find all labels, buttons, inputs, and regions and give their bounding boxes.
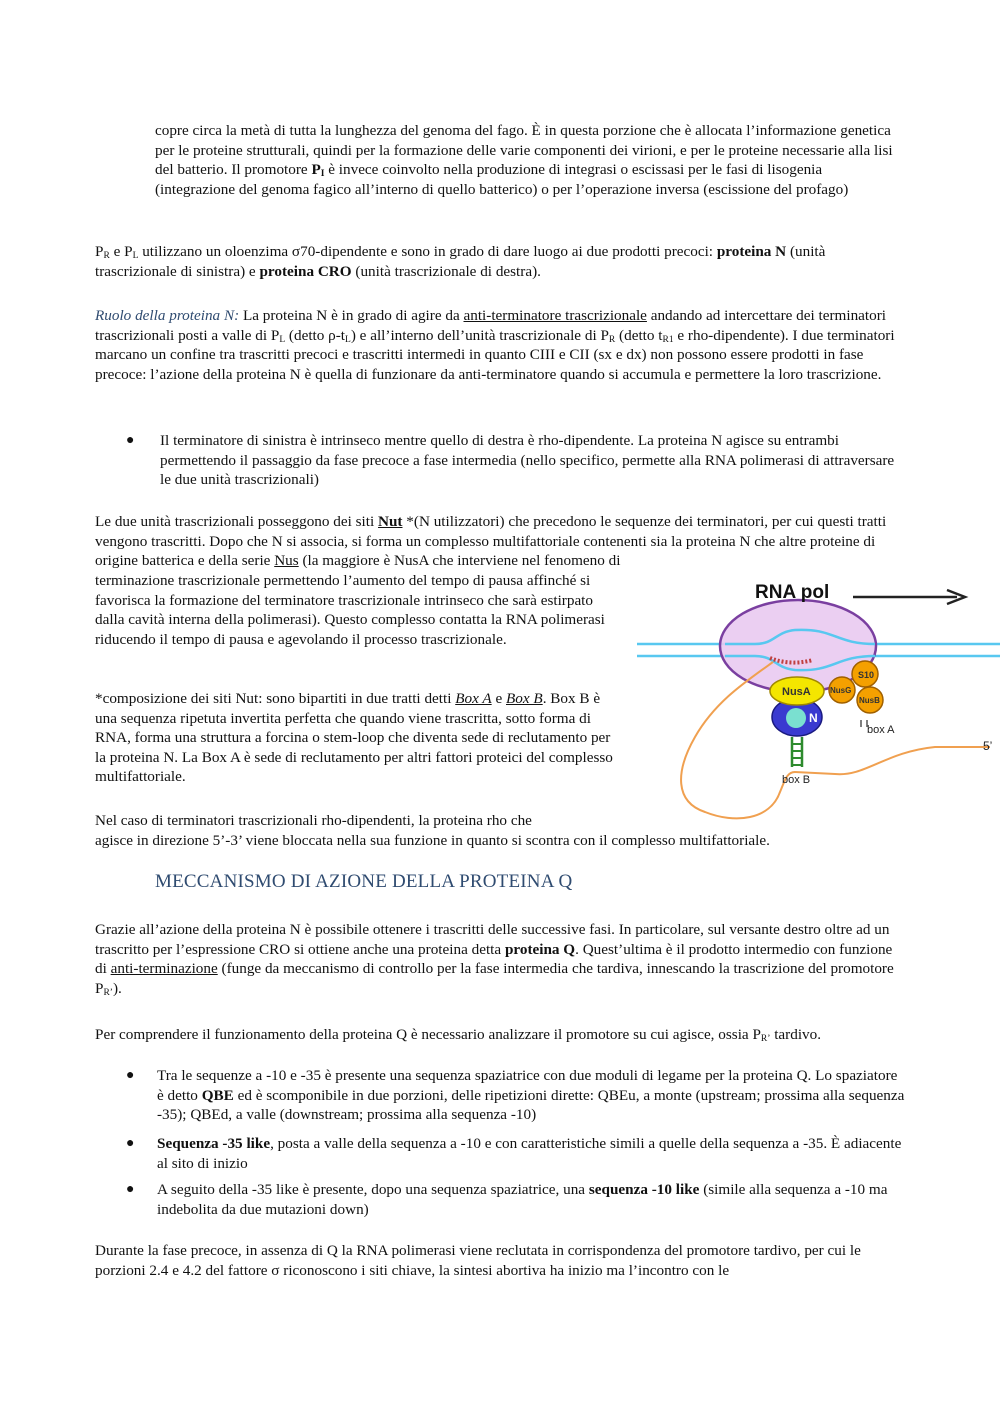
bullet-dot: ● <box>126 1136 135 1151</box>
subscript: L <box>279 334 286 345</box>
text: La proteina N è in grado di agire da <box>239 307 464 324</box>
paragraph-proteina-q <box>95 920 907 998</box>
text: P <box>95 243 104 260</box>
subscript: L <box>132 251 139 261</box>
paragraph-ruolo-proteina-n <box>95 306 907 384</box>
text: *composizione dei siti Nut: sono bipartiti in due tratti detti <box>95 690 456 707</box>
text: copre circa la metà di tutta la lunghezza del genoma del fago. È in questa porzione che è allocata l’informazione genetica per le proteine strutturali, quindi per la formazione delle varie componenti dei virioni, e per le proteine necessarie alla lisi del batterio. Il promotore <box>155 122 893 179</box>
subscript: R’ <box>103 987 113 998</box>
subscript: R’ <box>760 1034 771 1044</box>
text: (detto ρ-t <box>285 326 345 344</box>
section-heading-proteina-q: MECCANISMO DI AZIONE DELLA PROTEINA Q <box>155 871 573 892</box>
subscript: R1 <box>662 334 674 345</box>
term-nut: Nut <box>378 513 403 530</box>
n-protein-core <box>786 708 806 728</box>
s10-label: S10 <box>858 670 875 680</box>
section-label: Ruolo della proteina N: <box>95 307 240 324</box>
bullet-10-like <box>157 1180 905 1219</box>
paragraph-late-region <box>155 121 903 199</box>
text: agisce in direzione 5’-3’ viene bloccata nella sua funzione in quanto si scontra con il complesso multifattoriale. <box>95 831 770 849</box>
text: (funge da meccanismo di controllo per la fase intermedia che tardiva, innescando la trascrizione del promotore P <box>95 960 894 997</box>
text: è invece coinvolto nella produzione di integrasi o escissasi per le fasi di lisogenia (integrazione del genoma fagico all’interno di quello batterico) o per l’operazione inversa (escissione del profago) <box>155 161 849 198</box>
bold-sequenza-10-like: sequenza -10 like <box>588 1181 700 1198</box>
bullet-terminatore: Il terminatore di sinistra è intrinseco mentre quello di destra è rho-dipendente. La proteina N agisce su entrambi permettendo il passaggio da fase precoce a fase intermedia (nello specifico, permette alla RNA polimerasi di attraversare le due unità trascrizionali) <box>160 432 895 489</box>
text: ed è scomponibile in due porzioni, delle ripetizioni dirette: QBEu, a monte (upstream; prossima alla sequenza -35); QBEd, a valle (downstream; prossima alla sequenza -10) <box>157 1086 905 1124</box>
bold-proteina-n: proteina N <box>716 243 787 260</box>
paragraph-nut-continued: terminazione trascrizionale permettendo l’aumento del tempo di pausa affinché si favorisca la formazione del terminatore trascrizionale intrinseco che sarà estirpato dalla cavità interna della polimerasi). Questo complesso contatta la RNA polimerasi riducendo il tempo di pausa e agevolando il processo trascrizionale. <box>95 572 605 648</box>
box-b-label: box B <box>782 774 811 786</box>
text: A seguito della -35 like è presente, dopo una sequenza spaziatrice, una <box>157 1181 589 1198</box>
bullet-qbe <box>157 1066 905 1125</box>
text: andando ad intercettare dei terminatori trascrizionali posti a valle di P <box>95 307 887 344</box>
text: (unità trascrizionale di destra). <box>351 262 541 280</box>
text: *(N utilizzatori) che precedono le sequenze dei terminatori, per cui questi tratti vengono trascritti. Dopo che N si associa, si forma un complesso multifattoriale contenenti sia la proteina N che altre proteine di origine batterica e della serie <box>95 513 887 570</box>
rna-transcript-tail <box>795 747 990 774</box>
text: ). <box>112 979 122 997</box>
subscript: I <box>320 169 325 180</box>
text: . Box B è una sequenza ripetuta invertita perfetta che quando viene trascritta, sotto forma di RNA, forma una struttura a forcina o stem-loop che diventa sede di reclutamento per la proteina N. La Box A è sede di reclutamento per altri fattori proteici del complesso multifattoriale. <box>95 690 613 786</box>
bold-qbe: QBE <box>201 1086 234 1104</box>
text: . Quest’ultima è il prodotto intermedio con funzione di <box>95 940 893 978</box>
bullet-dot: ● <box>126 433 135 448</box>
bold-sequenza-35-like: Sequenza -35 like <box>157 1135 271 1152</box>
rna-pol-label: RNA pol <box>755 582 830 603</box>
paragraph-pr-pl <box>95 242 907 281</box>
paragraph-composizione <box>95 689 615 787</box>
bullet-dot: ● <box>126 1182 135 1197</box>
subscript: L <box>345 334 351 345</box>
text: , posta a valle della sequenza a -10 e con caratteristiche simili a quelle della sequenza a -35. È adiacente al sito di inizio <box>157 1135 902 1172</box>
subscript: R <box>608 334 616 345</box>
text: Nel caso di terminatori trascrizionali rho-dipendenti, la proteina rho che <box>95 812 532 829</box>
paragraph-nut-sites <box>95 512 907 571</box>
text: ) e all’interno dell’unità trascrizionale di P <box>350 326 609 344</box>
text: Grazie all’azione della proteina N è possibile ottenere i trascritti delle successive fasi. In particolare, sul versante destro oltre ad un trascritto per l’espressione CRO si ottiene anche una proteina detta <box>95 921 890 958</box>
text: Le due unità trascrizionali posseggono dei siti <box>95 513 379 530</box>
text: (detto t <box>615 326 663 344</box>
subscript: R <box>103 251 110 261</box>
text: P <box>124 243 133 260</box>
text: (simile alla sequenza a -10 ma indebolita da due mutazioni down) <box>157 1181 888 1218</box>
nusb-label: NusB <box>859 696 880 705</box>
paragraph-promotore-tardivo <box>95 1025 907 1045</box>
text: (unità trascrizionale di sinistra) e <box>95 243 826 280</box>
text: (la maggiore è NusA che interviene nel fenomeno di <box>298 552 621 570</box>
bullet-35-like <box>157 1134 905 1173</box>
term-box-a: Box A <box>455 690 492 707</box>
term-nus: Nus <box>274 552 299 570</box>
text: Per comprendere il funzionamento della proteina Q è necessario analizzare il promotore su cui agisce, ossia P <box>95 1026 761 1043</box>
bold-proteina-q: proteina Q <box>504 940 576 958</box>
text: e rho-dipendente). I due terminatori marcano un confine tra trascritti precoci e trascritti intermedi in quanto CIII e CII (sx e dx) non possono essere prodotti in fase precoce: l’azione della proteina N è quella di funzionare da anti-terminatore quando si accumula e permettere la loro trascrizione. <box>95 326 895 383</box>
text: Tra le sequenze a -10 e -35 è presente una sequenza spaziatrice con due moduli di legame per la proteina Q. Lo spaziatore è detto <box>157 1067 898 1104</box>
bullet-dot: ● <box>126 1068 135 1083</box>
text: utilizzano un oloenzima σ70-dipendente e sono in grado di dare luogo ai due prodotti precoci: <box>138 243 717 260</box>
text: e <box>109 243 125 260</box>
nusg-label: NusG <box>830 686 852 695</box>
text: tardivo. <box>770 1026 822 1043</box>
antitermination-complex-figure <box>635 572 1000 834</box>
bold-proteina-cro: proteina CRO <box>259 262 352 280</box>
text: e <box>491 690 506 707</box>
promoter-pi: P <box>311 161 321 179</box>
box-a-label: box A <box>867 724 895 736</box>
underlined-term: anti-terminazione <box>110 960 218 978</box>
nusa-label: NusA <box>782 686 811 698</box>
stem-loop-rungs <box>792 744 802 765</box>
five-prime-label: 5’ <box>983 739 993 753</box>
n-label: N <box>809 711 818 725</box>
term-box-b: Box B <box>506 690 543 707</box>
underlined-term: anti-terminatore trascrizionale <box>463 307 647 324</box>
paragraph-fase-precoce: Durante la fase precoce, in assenza di Q la RNA polimerasi viene reclutata in corrispondenza del promotore tardivo, per cui le porzioni 2.4 e 4.2 del fattore σ riconoscono i siti chiave, la sintesi abortiva ha inizio ma l’incontro con le <box>95 1242 861 1279</box>
